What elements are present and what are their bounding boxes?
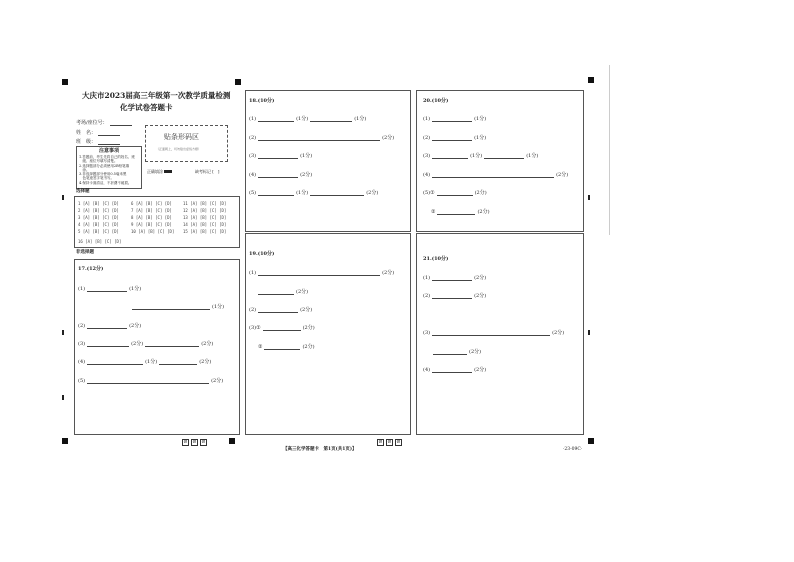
scan-ban-icon: ⊘	[192, 439, 197, 445]
choice-row[interactable]: 12 [A] [B] [C] [D]	[183, 208, 227, 213]
q20-box	[416, 90, 584, 232]
notice-line: 1.答题前，考生先将自己的姓名、班	[79, 155, 135, 159]
notice-title: 注意事项	[99, 148, 120, 154]
non-choice-title: 非选择题	[76, 250, 94, 255]
q21-line-3b[interactable]: (2分)	[431, 349, 481, 355]
side-tick	[588, 330, 590, 335]
footer-code: ·23-09C·	[563, 447, 583, 452]
exam-room-label: 考场/座位号：	[76, 120, 134, 126]
missing-mark-label: 缺考标记 [ ]	[195, 169, 220, 174]
scan-ban-icon: ⊘	[201, 439, 206, 445]
notice-line: 4.保持卡面清洁，不折叠不破损。	[79, 180, 132, 185]
q21-line-3[interactable]: (3) (2分)	[423, 330, 565, 336]
q20-title: 20.(10分)	[423, 98, 449, 104]
notice-line: 色笔迹签字笔书写。	[79, 176, 114, 180]
q17-line-2[interactable]: (2) (2分)	[78, 323, 142, 329]
q17-box	[74, 259, 240, 435]
q18-box	[245, 90, 411, 232]
q18-line-3[interactable]: (3) (1分)	[249, 153, 313, 159]
q20-line-2[interactable]: (2) (1分)	[423, 135, 487, 141]
scan-ban-icon: ⊘	[378, 439, 383, 445]
q19-line-1b[interactable]: (2分)	[256, 289, 308, 295]
q17-line-1[interactable]: (1) (1分)	[78, 286, 142, 292]
page-subtitle: 化学试卷答题卡	[120, 103, 173, 112]
choice-grid	[74, 196, 240, 248]
barcode-label: 贴条形码区	[164, 133, 199, 141]
choice-row[interactable]: 9 [A] [B] [C] [D]	[131, 222, 172, 227]
q19-box	[245, 233, 411, 435]
choice-row[interactable]: 2 [A] [B] [C] [D]	[78, 208, 119, 213]
correct-fill-label: 正确填涂	[147, 170, 172, 174]
side-tick	[62, 330, 64, 335]
q17-line-4[interactable]: (4) (1分) (2分)	[78, 359, 212, 365]
q21-line-1[interactable]: (1) (2分)	[423, 275, 487, 281]
name-label: 姓 名：	[76, 130, 122, 136]
q20-line-1[interactable]: (1) (1分)	[423, 116, 487, 122]
q19-title: 19.(10分)	[249, 251, 275, 257]
scan-ban-icon: ⊘	[396, 439, 401, 445]
alignment-mark-bottom-right	[588, 438, 594, 444]
q19-line-2[interactable]: (2) (2分)	[249, 307, 313, 313]
choice-row[interactable]: 7 [A] [B] [C] [D]	[131, 208, 172, 213]
alignment-mark-bottom-mid-left	[229, 438, 235, 444]
class-label: 班 级：	[76, 139, 122, 145]
q21-line-4[interactable]: (4) (2分)	[423, 367, 487, 373]
q18-line-5[interactable]: (5) (1分) (2分)	[249, 190, 379, 196]
q17-line-3[interactable]: (3) (2分) (2分)	[78, 341, 214, 347]
q19-line-1[interactable]: (1) (2分)	[249, 270, 395, 276]
notice-line: 涂。	[79, 167, 90, 172]
q19-line-3[interactable]: (3)① (2分)	[249, 325, 315, 331]
q20-line-5[interactable]: (5)① (2分)	[423, 190, 487, 196]
notice-line: 级、座位号填写清楚。	[79, 159, 118, 163]
choice-row[interactable]: 4 [A] [B] [C] [D]	[78, 222, 119, 227]
q19-line-3b[interactable]: ② (2分)	[258, 344, 315, 350]
page-title: 大庆市2023届高三年级第一次教学质量检测	[82, 91, 231, 100]
notice-line: 3.非选择题部分使用0.5毫米黑	[79, 172, 127, 176]
alignment-mark-top-left	[62, 79, 68, 85]
q17-line-5[interactable]: (5) (2分)	[78, 378, 224, 384]
choice-row[interactable]: 16 [A] [B] [C] [D]	[78, 239, 122, 244]
q20-line-3[interactable]: (3) (1分) (1分)	[423, 153, 539, 159]
footer-page-info: 【高三化学答题卡 第1页(共1页)】	[283, 447, 357, 452]
q21-title: 21.(10分)	[423, 256, 449, 262]
q21-box	[416, 233, 584, 435]
choice-row[interactable]: 10 [A] [B] [C] [D]	[131, 229, 175, 234]
q17-line-1b[interactable]: (1分)	[130, 304, 224, 310]
choice-row[interactable]: 1 [A] [B] [C] [D]	[78, 201, 119, 206]
scan-edge-line	[609, 65, 610, 235]
choice-row[interactable]: 5 [A] [B] [C] [D]	[78, 229, 119, 234]
side-tick	[588, 195, 590, 200]
barcode-area	[145, 125, 228, 162]
choice-row[interactable]: 3 [A] [B] [C] [D]	[78, 215, 119, 220]
q18-line-4[interactable]: (4) (2分)	[249, 172, 313, 178]
choice-section-title: 选择题	[76, 189, 90, 194]
notice-box	[76, 146, 142, 189]
notice-line: 2.选择题部分必须使用2B铅笔填	[79, 163, 130, 168]
barcode-hint: （正面朝上，切勿贴出虚线方框）	[156, 147, 202, 151]
side-tick	[62, 395, 64, 400]
q17-title: 17.(12分)	[78, 266, 104, 272]
scan-ban-icon: ⊘	[183, 439, 188, 445]
q20-line-5b[interactable]: ② (2分)	[431, 209, 490, 215]
q18-title: 18.(10分)	[249, 98, 275, 104]
alignment-mark-bottom-left	[62, 438, 68, 444]
choice-row[interactable]: 15 [A] [B] [C] [D]	[183, 229, 227, 234]
q21-line-2[interactable]: (2) (2分)	[423, 293, 487, 299]
alignment-mark-top-right	[588, 77, 594, 83]
choice-row[interactable]: 14 [A] [B] [C] [D]	[183, 222, 227, 227]
choice-row[interactable]: 6 [A] [B] [C] [D]	[131, 201, 172, 206]
choice-row[interactable]: 13 [A] [B] [C] [D]	[183, 215, 227, 220]
q18-line-1[interactable]: (1) (1分) (1分)	[249, 116, 367, 122]
side-tick	[62, 195, 64, 200]
scan-ban-icon: ⊘	[387, 439, 392, 445]
q20-line-4[interactable]: (4) (2分)	[423, 172, 569, 178]
alignment-mark-top-mid	[235, 79, 241, 85]
choice-row[interactable]: 11 [A] [B] [C] [D]	[183, 201, 227, 206]
q18-line-2[interactable]: (2) (2分)	[249, 135, 395, 141]
choice-row[interactable]: 8 [A] [B] [C] [D]	[131, 215, 172, 220]
